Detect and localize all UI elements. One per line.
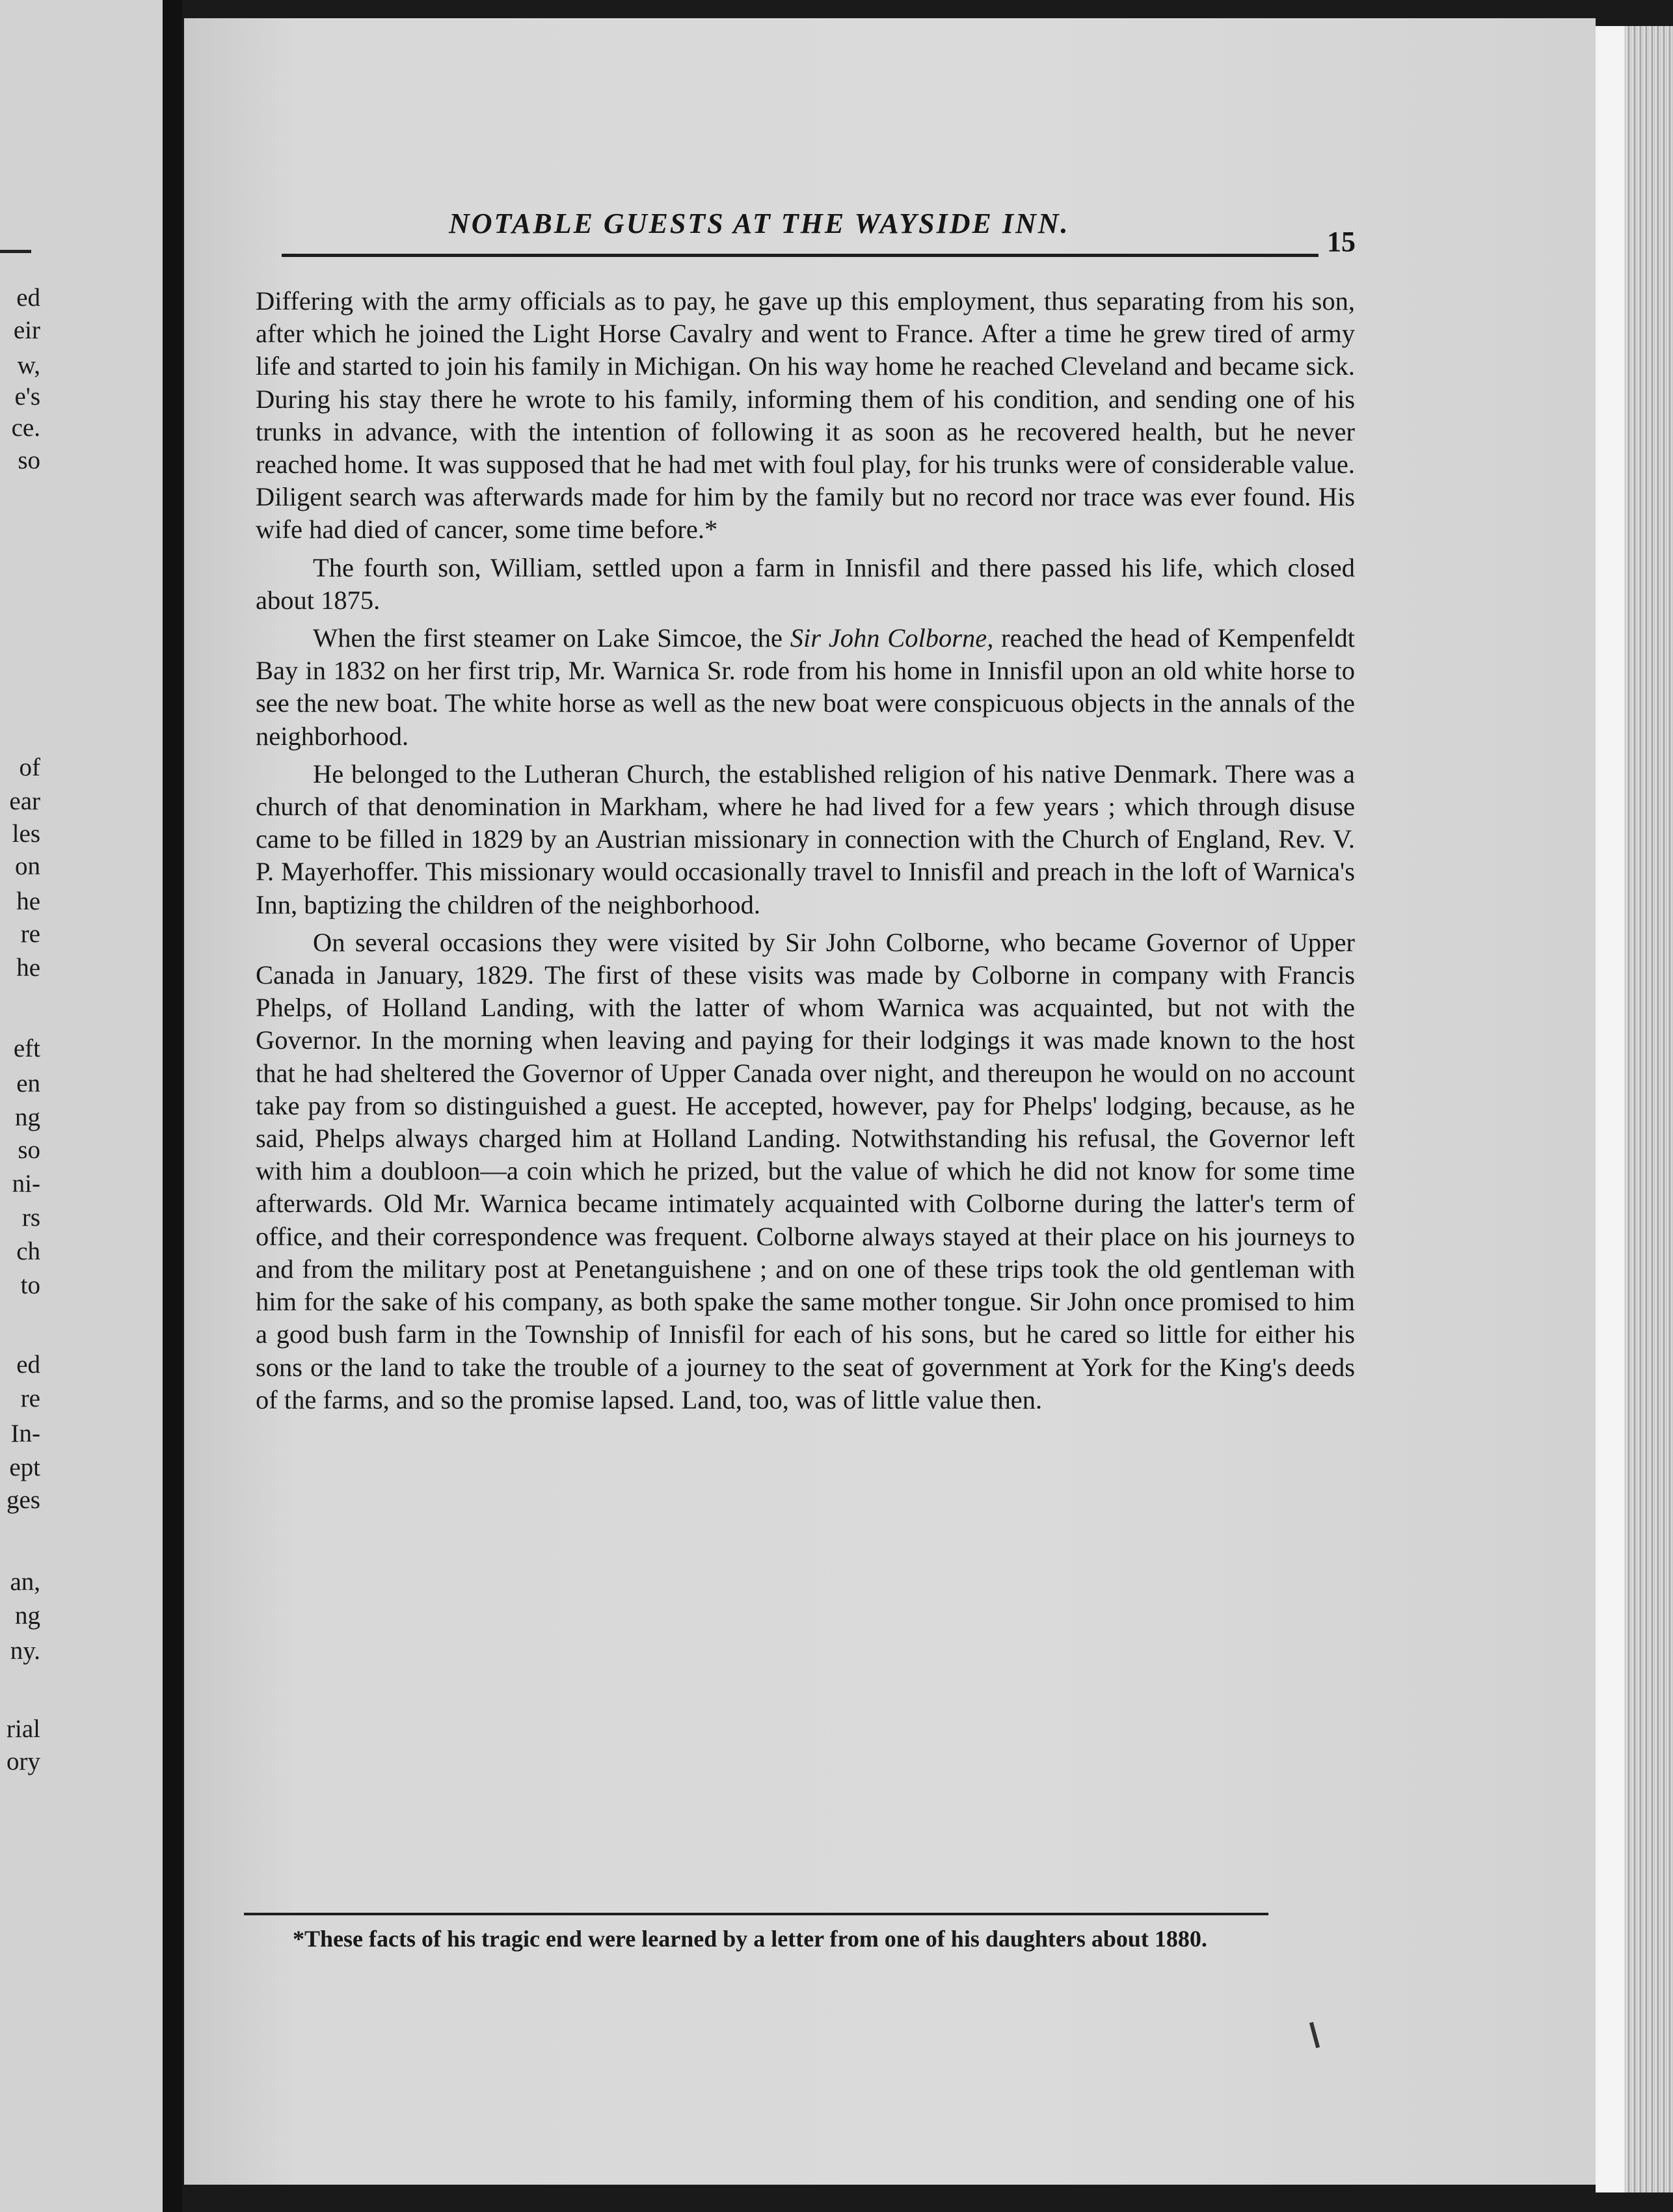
facing-page-fragment-text: eft xyxy=(13,1034,40,1062)
header-rule xyxy=(282,254,1318,257)
facing-page-rule xyxy=(0,250,31,253)
page-number: 15 xyxy=(1327,226,1356,258)
facing-page-fragment-text: re xyxy=(20,1384,40,1412)
facing-page-fragment-text: he xyxy=(16,954,40,982)
paragraph-rest: reached the head of Kempenfeldt Bay in 1832 on her first trip, Mr. Warnica Sr. rode from his home in Innisfil upon an old white horse to see the new boat. The white horse as well as the new boat were conspicuous objects in the annals of the neighborhood. xyxy=(256,623,1355,751)
facing-page-fragment-text: rs xyxy=(21,1204,40,1232)
facing-page-fragment-text: re xyxy=(20,920,40,948)
facing-page-fragment-text: ed xyxy=(16,1351,40,1379)
facing-page-fragment-text: ng xyxy=(15,1103,40,1131)
facing-page-fragment-text: rial xyxy=(7,1715,40,1743)
paragraph xyxy=(256,622,1355,753)
facing-page-fragment-text: e's xyxy=(14,383,40,411)
facing-page-fragment-text: ges xyxy=(7,1486,40,1514)
facing-page-fragment-text: ear xyxy=(9,787,40,815)
running-head: NOTABLE GUESTS AT THE WAYSIDE INN. xyxy=(449,208,1070,239)
facing-page-fragment-text: ed xyxy=(16,284,40,312)
facing-page-fragment-text: ory xyxy=(7,1747,40,1775)
facing-page-fragment-text: les xyxy=(12,820,40,848)
facing-page-fragment-text: eir xyxy=(13,316,40,344)
facing-page-fragment-text: ept xyxy=(9,1453,40,1481)
facing-page-fragment-text: w, xyxy=(17,351,40,379)
facing-page-fragment-text: so xyxy=(18,446,40,474)
page-body xyxy=(256,285,1355,1416)
page-edges xyxy=(1596,26,1673,2192)
facing-page-fragment-text: of xyxy=(19,753,40,781)
facing-page-fragment-text: In- xyxy=(10,1420,40,1448)
facing-page-fragment-text: ng xyxy=(15,1602,40,1630)
facing-page-fragment-text: an, xyxy=(10,1568,40,1596)
facing-page-fragment-text: ch xyxy=(16,1237,40,1265)
paragraph: On several occasions they were visited by Sir John Colborne, who became Governor of Upper Canada in January, 1829. The first of these visits was made by Colborne in company with Francis Phelps, of Holland Landing, with the latter of whom Warnica was acquainted, but not with the Governor. In the morning when leaving and paying for their lodgings it was made known to the host that he had sheltered the Governor of Upper Canada over night, and thereupon he would on no account take pay from so distinguished a guest. He accepted, however, pay for Phelps' lodging, because, as he said, Phelps always charged him at Holland Landing. Notwithstanding his refusal, the Governor left with him a doubloon—a coin which he prized, but the value of which he did not know for some time afterwards. Old Mr. Warnica became intimately acquainted with Colborne during the latter's term of office, and their correspondence was frequent. Colborne always stayed at their place on his journeys to and from the military post at Penetanguishene ; and on one of these trips took the old gentleman with him for the sake of his company, as both spake the same mother tongue. Sir John once promised to him a good bush farm in the Township of Innisfil for each of his sons, but he cared so little for either his sons or the land to take the trouble of a journey to the seat of government at York for the King's deeds of the farms, and so the promise lapsed. Land, too, was of little value then. xyxy=(256,927,1355,1414)
paragraph-lead: When the first steamer on Lake Simcoe, the xyxy=(313,623,783,653)
facing-page-fragment-text: on xyxy=(15,852,40,880)
facing-page-fragment-text: ni- xyxy=(12,1170,40,1198)
footnote: *These facts of his tragic end were learned by a letter from one of his daughters about 1880. xyxy=(293,1926,1207,1952)
facing-page-fragment-text: so xyxy=(18,1136,40,1164)
paragraph: The fourth son, William, settled upon a farm in Innisfil and there passed his life, which closed about 1875. xyxy=(256,552,1355,615)
book-gutter xyxy=(163,0,182,2212)
footnote-rule xyxy=(244,1913,1268,1915)
facing-page-fragment-text: en xyxy=(16,1070,40,1098)
facing-page-fragment-text: ce. xyxy=(11,414,40,442)
facing-page-fragment-text: to xyxy=(20,1271,40,1299)
facing-page-fragment-text: ny. xyxy=(10,1637,40,1665)
facing-page-fragment-text: he xyxy=(16,887,40,915)
paragraph: He belonged to the Lutheran Church, the established religion of his native Denmark. There was a church of that denomination in Markham, where he had lived for a few years ; which through disuse came to be filled in 1829 by an Austrian missionary in connection with the Church of England, Rev. V. P. Mayerhoffer. This missionary would occasionally travel to Innisfil and preach in the loft of Warnica's Inn, baptizing the children of the neighborhood. xyxy=(256,759,1355,919)
paragraph: Differing with the army officials as to pay, he gave up this employment, thus separating from his son, after which he joined the Light Horse Cavalry and went to France. After a time he grew tired of army life and started to join his family in Michigan. On his way home he reached Cleveland and became sick. During his stay there he wrote to his family, informing them of his condition, and sending one of his trunks in advance, with the intention of following it as soon as he recovered health, but he never reached home. It was supposed that he had met with foul play, for his trunks were of considerable value. Diligent search was afterwards made for him by the family but no record nor trace was ever found. His wife had died of cancer, some time before.* xyxy=(256,286,1355,545)
steamer-name: Sir John Colborne, xyxy=(790,623,994,653)
facing-page-fragment xyxy=(0,0,170,2212)
